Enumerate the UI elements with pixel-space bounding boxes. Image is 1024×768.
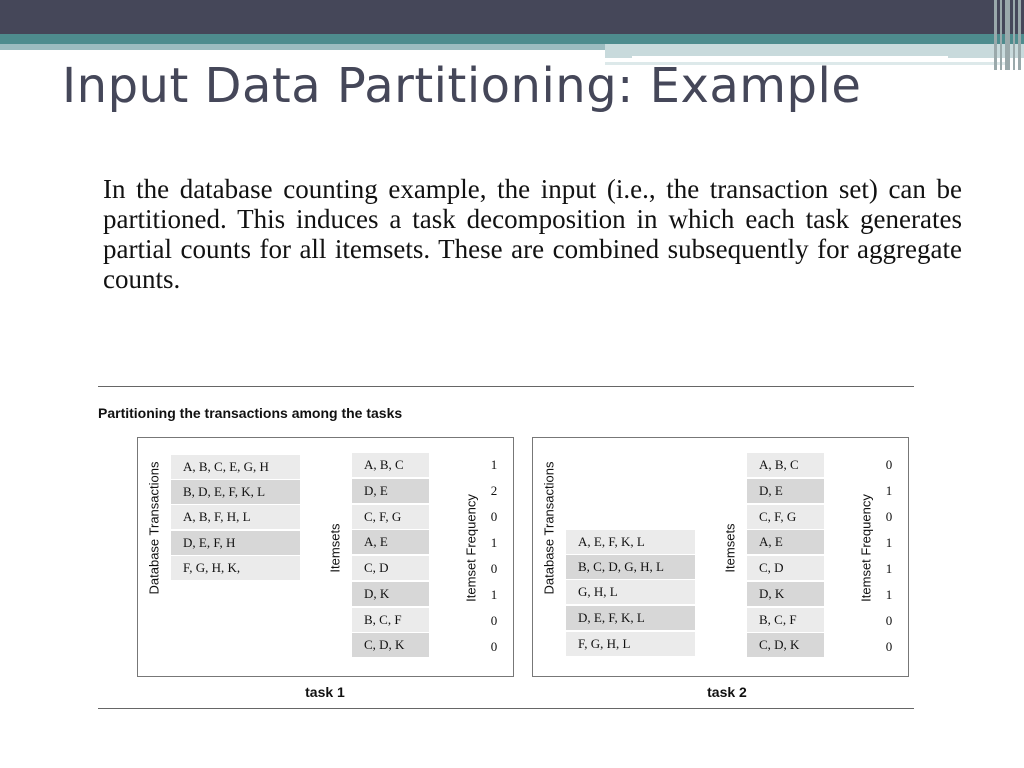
itemset-row: A, E bbox=[747, 530, 824, 554]
transaction-row: B, D, E, F, K, L bbox=[171, 480, 300, 504]
frequency-value: 1 bbox=[885, 535, 893, 550]
transaction-row: A, B, F, H, L bbox=[171, 505, 300, 529]
frequency-value: 1 bbox=[885, 587, 893, 602]
frequency-value: 0 bbox=[885, 613, 893, 628]
frequency-value: 0 bbox=[885, 509, 893, 524]
frequency-value: 1 bbox=[490, 457, 498, 472]
itemset-row: A, E bbox=[352, 530, 429, 554]
itemset-row: A, B, C bbox=[352, 453, 429, 477]
itemset-row: D, E bbox=[747, 479, 824, 503]
task-2-label: task 2 bbox=[707, 684, 747, 700]
transaction-row: A, B, C, E, G, H bbox=[171, 455, 300, 479]
task-2-panel bbox=[532, 437, 909, 677]
transaction-row: G, H, L bbox=[566, 580, 695, 604]
frequency-value: 0 bbox=[490, 613, 498, 628]
frequency-value: 0 bbox=[490, 639, 498, 654]
header-bar-teal bbox=[0, 34, 1024, 44]
task-1-panel bbox=[137, 437, 514, 677]
itemsets-axis-label: Itemsets bbox=[327, 523, 343, 573]
transactions-axis-label: Database Transactions bbox=[541, 461, 557, 595]
frequency-value: 0 bbox=[490, 509, 498, 524]
itemset-row: C, F, G bbox=[352, 505, 429, 529]
header-vertical-bars bbox=[992, 0, 1024, 70]
itemset-row: C, F, G bbox=[747, 505, 824, 529]
itemset-row: D, K bbox=[747, 582, 824, 606]
frequency-value: 0 bbox=[885, 639, 893, 654]
transaction-row: D, E, F, K, L bbox=[566, 606, 695, 630]
figure-bottom-rule bbox=[98, 708, 914, 709]
figure-caption: Partitioning the transactions among the tasks bbox=[98, 405, 403, 421]
frequency-value: 1 bbox=[490, 587, 498, 602]
itemset-row: D, E bbox=[352, 479, 429, 503]
transaction-row: F, G, H, K, bbox=[171, 556, 300, 580]
itemset-row: B, C, F bbox=[352, 608, 429, 632]
itemset-row: B, C, F bbox=[747, 608, 824, 632]
transaction-row: A, E, F, K, L bbox=[566, 530, 695, 554]
frequency-value: 1 bbox=[885, 483, 893, 498]
itemsets-axis-label: Itemsets bbox=[722, 523, 738, 573]
itemset-row: C, D, K bbox=[747, 633, 824, 657]
frequency-value: 2 bbox=[490, 483, 498, 498]
transaction-row: F, G, H, L bbox=[566, 632, 695, 656]
slide-body-text: In the database counting example, the input (i.e., the transaction set) can be partitioned. This induces a task decomposition in which each task generates partial counts for all itemsets. These are combined subsequently for aggregate counts. bbox=[103, 174, 962, 294]
task-1-label: task 1 bbox=[305, 684, 345, 700]
frequency-value: 1 bbox=[490, 535, 498, 550]
header-bar-dark bbox=[0, 0, 1024, 34]
frequency-value: 0 bbox=[885, 457, 893, 472]
slide-title: Input Data Partitioning: Example bbox=[62, 58, 862, 114]
transaction-row: B, C, D, G, H, L bbox=[566, 555, 695, 579]
itemset-row: C, D, K bbox=[352, 633, 429, 657]
frequency-axis-label: Itemset Frequency bbox=[463, 494, 479, 602]
header-bar-teal-light bbox=[0, 44, 605, 50]
frequency-value: 1 bbox=[885, 561, 893, 576]
transaction-row: D, E, F, H bbox=[171, 531, 300, 555]
itemset-row: A, B, C bbox=[747, 453, 824, 477]
itemset-row: C, D bbox=[747, 556, 824, 580]
frequency-axis-label: Itemset Frequency bbox=[858, 494, 874, 602]
figure-top-rule bbox=[98, 386, 914, 387]
transactions-axis-label: Database Transactions bbox=[146, 461, 162, 595]
itemset-row: D, K bbox=[352, 582, 429, 606]
itemset-row: C, D bbox=[352, 556, 429, 580]
frequency-value: 0 bbox=[490, 561, 498, 576]
